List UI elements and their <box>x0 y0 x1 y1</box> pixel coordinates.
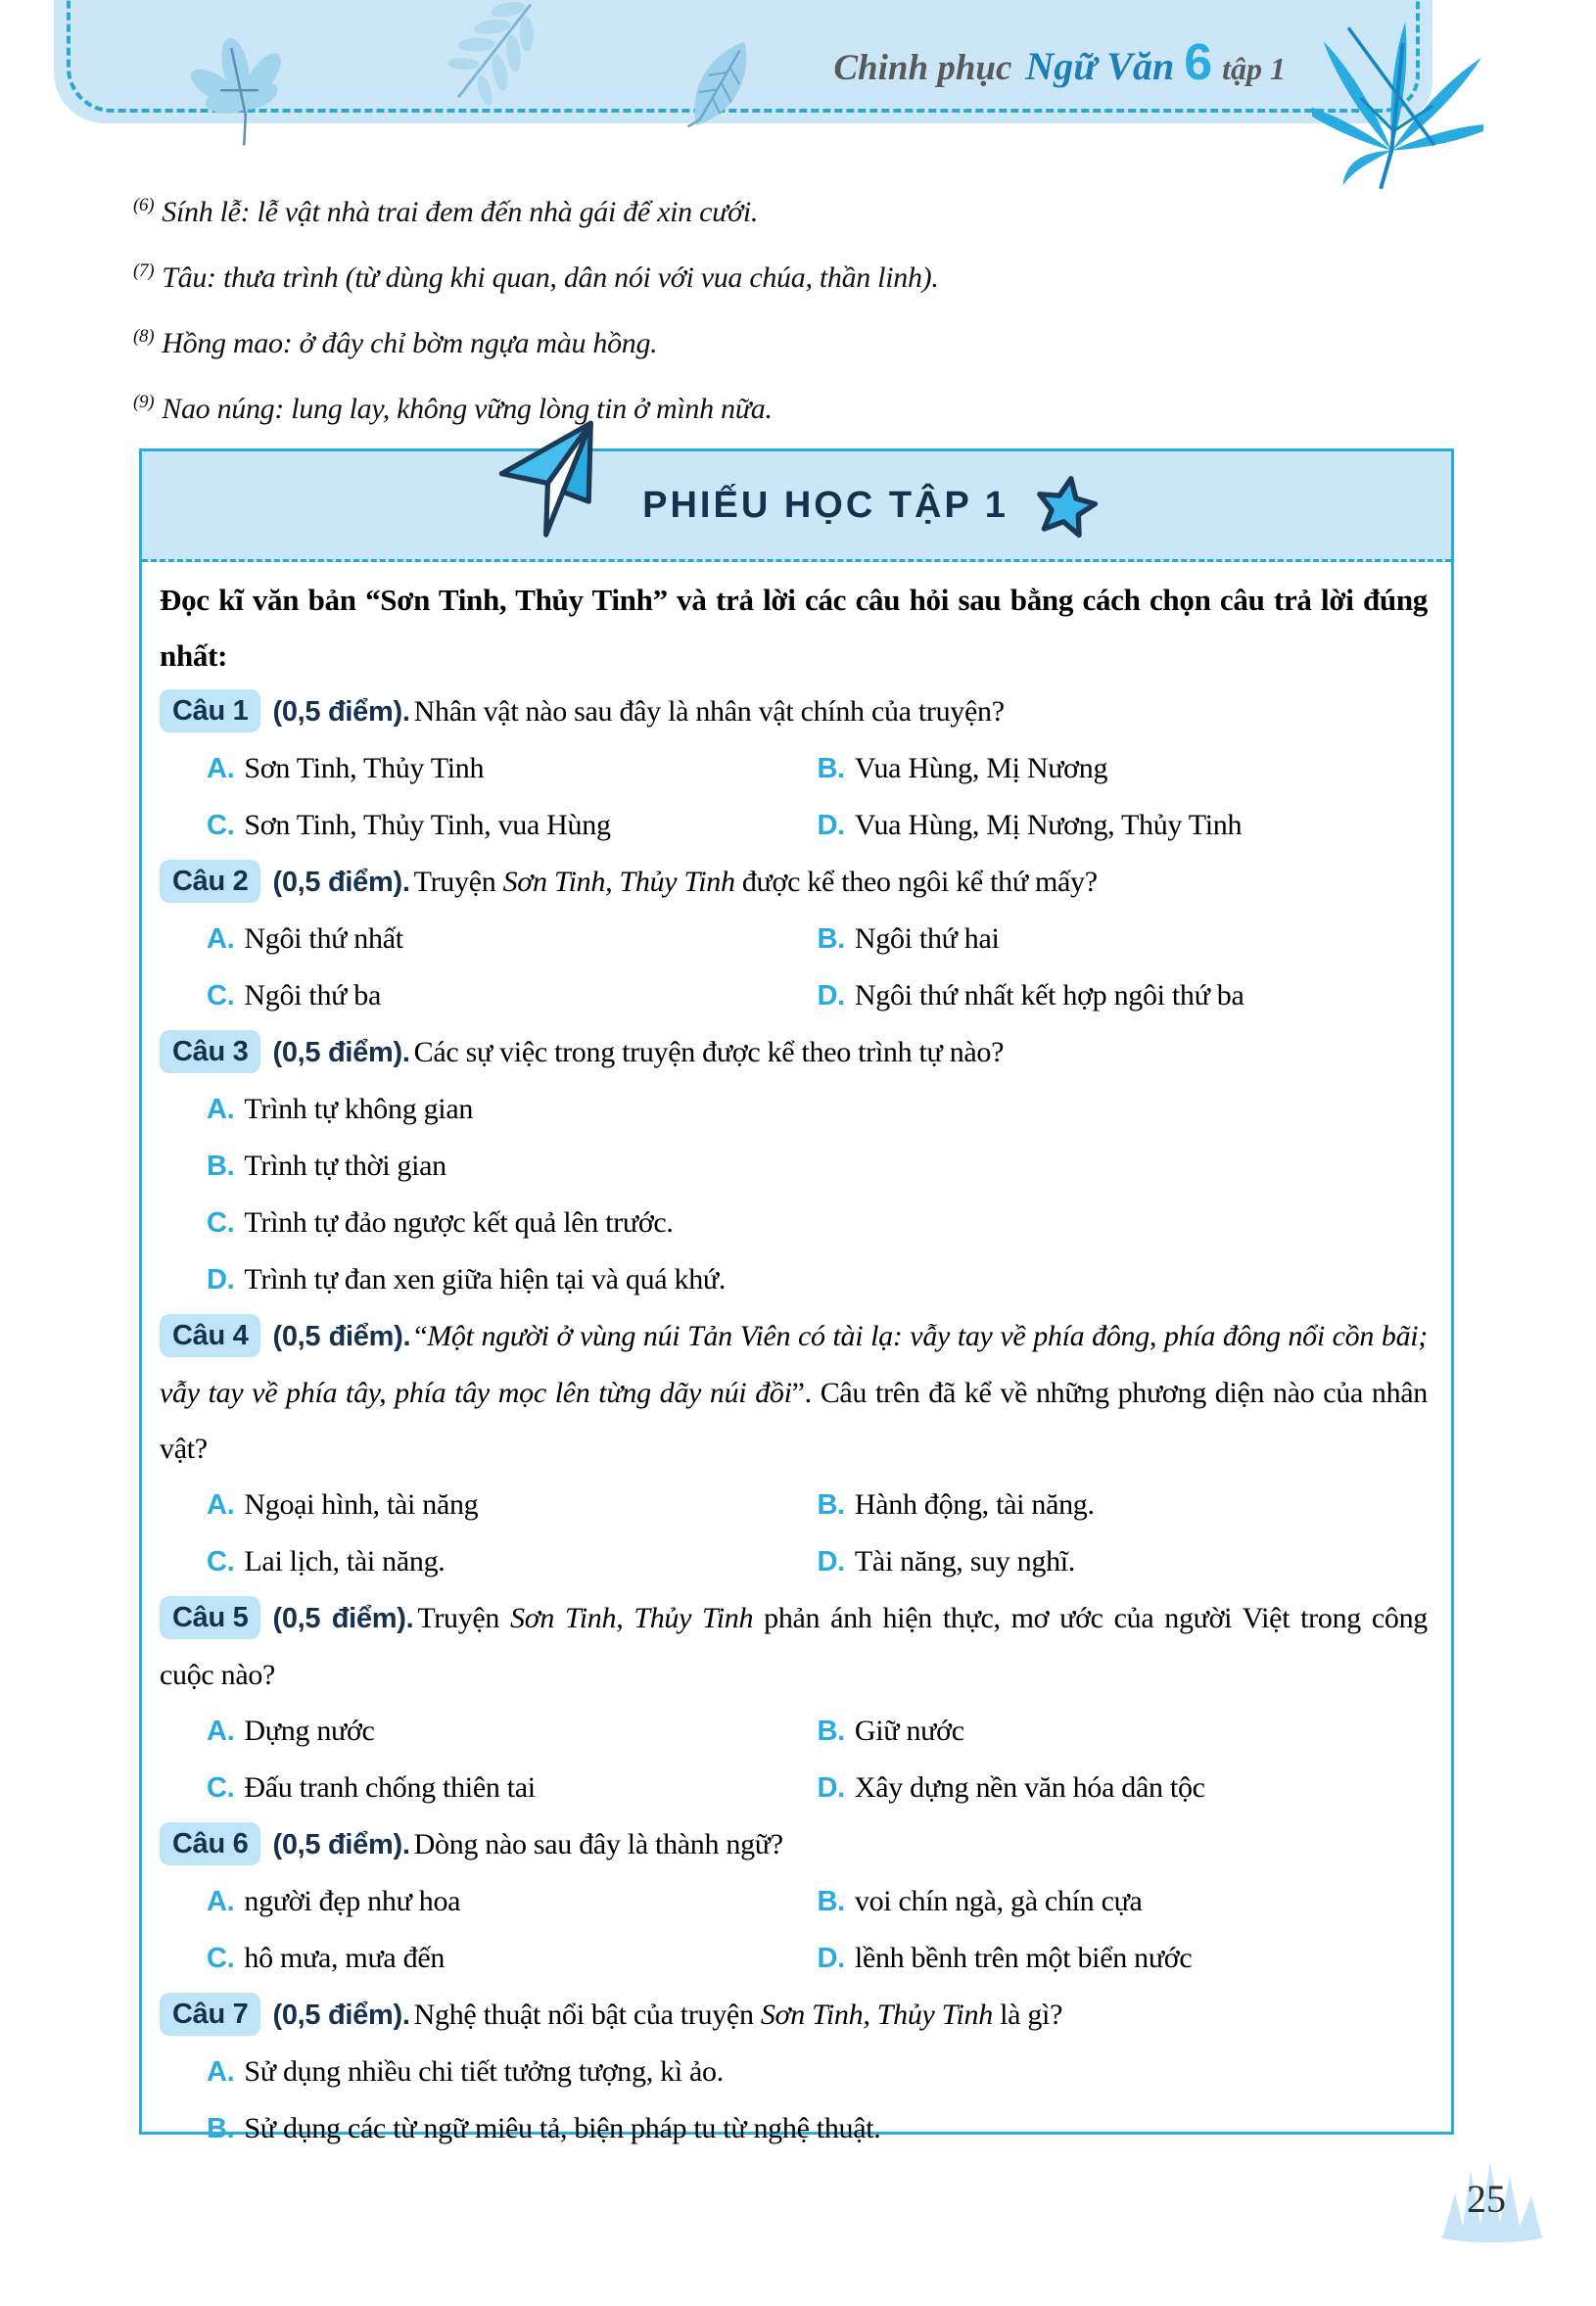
footnotes <box>133 176 1465 439</box>
option-letter: B. <box>817 753 845 784</box>
option-letter: C. <box>207 1546 235 1577</box>
question-7-head <box>160 1987 1428 2044</box>
question-4-points: (0,5 điểm). <box>272 1321 411 1352</box>
option-b <box>207 2100 1428 2157</box>
footnote-marker: (6) <box>133 195 155 215</box>
question-2-options <box>160 911 1428 1024</box>
question-5-points: (0,5 điểm). <box>272 1603 414 1634</box>
question-6-text: Dòng nào sau đây là thành ngữ? <box>413 1828 783 1860</box>
book-title-part4: tập 1 <box>1222 51 1286 86</box>
option-c <box>207 1195 1428 1251</box>
page-number-area <box>1432 2154 1559 2252</box>
option-text: Ngôi thứ ba <box>244 979 382 1012</box>
question-5-head <box>160 1590 1428 1703</box>
option-letter: C. <box>207 1943 235 1974</box>
option-letter: C. <box>207 810 235 841</box>
question-6-points: (0,5 điểm). <box>272 1829 410 1860</box>
footnote-7 <box>133 242 1465 307</box>
question-4 <box>160 1308 1428 1590</box>
question-5-options <box>160 1703 1428 1816</box>
footnote-text: Nao núng: lung lay, không vững lòng tin ở mình nữa. <box>162 393 773 425</box>
option-d <box>818 1533 1429 1590</box>
question-4-text-italic: Một người ở vùng núi Tản Viên có tài lạ: vẫy tay về phía đông, phía đông nổi cồn bãi; vẫy tay về phía tây, phía tây mọc lên từng dãy núi đồi <box>160 1320 1428 1409</box>
book-title-part2: Ngữ Văn <box>1025 44 1175 88</box>
option-b <box>207 1138 1428 1195</box>
option-text: Hành động, tài năng. <box>854 1488 1095 1521</box>
footnote-6 <box>133 176 1465 242</box>
teardrop-leaf-icon <box>676 31 764 139</box>
option-letter: D. <box>817 1772 845 1804</box>
option-text: Đấu tranh chống thiên tai <box>244 1771 536 1804</box>
option-text: Dựng nước <box>244 1715 375 1747</box>
question-4-options <box>160 1477 1428 1590</box>
question-4-head <box>160 1308 1428 1477</box>
question-2 <box>160 854 1428 1024</box>
option-text: Ngôi thứ nhất kết hợp ngôi thứ ba <box>854 979 1244 1012</box>
question-4-text-post: ”. Câu trên đã kể về những phương diện nào của nhân vật? <box>160 1377 1429 1465</box>
option-letter: D. <box>817 1943 845 1974</box>
option-letter: C. <box>207 980 235 1012</box>
option-d <box>818 967 1429 1024</box>
footnote-text: Tâu: thưa trình (từ dùng khi quan, dân nói với vua chúa, thần linh). <box>162 261 939 294</box>
question-4-text: “ <box>414 1320 428 1352</box>
option-b <box>818 911 1429 967</box>
question-1 <box>160 683 1428 854</box>
option-text: Sử dụng các từ ngữ miêu tả, biện pháp tu từ nghệ thuật. <box>244 2112 881 2144</box>
book-title-part1: Chinh phục <box>833 48 1012 88</box>
option-text: voi chín ngà, gà chín cựa <box>854 1885 1143 1917</box>
worksheet-title: PHIẾU HỌC TẬP 1 <box>642 484 1009 526</box>
option-a <box>207 1873 818 1930</box>
question-2-head <box>160 854 1428 911</box>
maple-leaf-icon <box>181 29 299 152</box>
option-text: Tài năng, suy nghĩ. <box>854 1545 1076 1577</box>
option-a <box>207 1477 818 1533</box>
worksheet-box <box>139 448 1454 2144</box>
big-maple-leaf-icon <box>1312 0 1483 200</box>
question-5-text: Truyện <box>417 1602 511 1634</box>
worksheet-header <box>142 451 1451 562</box>
question-1-label: Câu 1 <box>160 689 260 732</box>
option-letter: D. <box>817 1546 845 1577</box>
question-6 <box>160 1816 1428 1987</box>
option-text: Trình tự đan xen giữa hiện tại và quá khứ. <box>244 1263 727 1295</box>
option-letter: B. <box>207 2113 235 2144</box>
option-b <box>818 1703 1429 1760</box>
worksheet-body <box>142 562 1451 2157</box>
option-c <box>207 967 818 1024</box>
book-title-part3: 6 <box>1184 34 1213 91</box>
option-letter: D. <box>817 810 845 841</box>
question-3 <box>160 1024 1428 1308</box>
worksheet-intro: Đọc kĩ văn bản “Sơn Tinh, Thủy Tinh” và trả lời các câu hỏi sau bằng cách chọn câu trả lời đúng nhất: <box>160 583 1428 673</box>
question-2-text-post: được kể theo ngôi kể thứ mấy? <box>734 866 1098 898</box>
option-letter: C. <box>207 1772 235 1804</box>
question-1-points: (0,5 điểm). <box>272 696 410 728</box>
question-2-text: Truyện <box>413 866 503 898</box>
option-letter: B. <box>817 923 845 955</box>
question-3-text: Các sự việc trong truyện được kể theo trình tự nào? <box>413 1036 1005 1068</box>
option-a <box>207 740 818 797</box>
question-2-label: Câu 2 <box>160 860 260 903</box>
question-5-label: Câu 5 <box>160 1596 260 1639</box>
question-7-text: Nghệ thuật nổi bật của truyện <box>413 1999 761 2031</box>
option-letter: D. <box>817 980 845 1012</box>
option-letter: A. <box>207 1716 235 1747</box>
question-6-head <box>160 1816 1428 1873</box>
question-7-text-post: là gì? <box>992 1999 1063 2031</box>
option-text: Sử dụng nhiều chi tiết tưởng tượng, kì ảo. <box>244 2055 724 2088</box>
option-letter: A. <box>207 1489 235 1521</box>
option-a <box>207 1703 818 1760</box>
option-a <box>207 2044 1428 2100</box>
question-6-options <box>160 1873 1428 1987</box>
page-number: 25 <box>1467 2177 1506 2221</box>
option-text: người đẹp như hoa <box>244 1885 461 1917</box>
option-letter: A. <box>207 753 235 784</box>
option-b <box>818 740 1429 797</box>
option-d <box>818 797 1429 854</box>
option-letter: A. <box>207 1094 235 1125</box>
option-letter: A. <box>207 923 235 955</box>
option-text: Trình tự đảo ngược kết quả lên trước. <box>244 1206 674 1239</box>
option-b <box>818 1477 1429 1533</box>
option-text: hô mưa, mưa đến <box>244 1942 446 1974</box>
fern-leaf-icon <box>421 0 568 119</box>
question-3-options <box>160 1081 1428 1308</box>
option-text: Ngôi thứ hai <box>854 922 1000 955</box>
footnote-8 <box>133 307 1465 373</box>
option-letter: B. <box>207 1151 235 1182</box>
option-text: lềnh bềnh trên một biển nước <box>854 1942 1193 1974</box>
option-text: Trình tự thời gian <box>244 1150 446 1182</box>
option-a <box>207 911 818 967</box>
book-title <box>833 33 1286 92</box>
option-letter: A. <box>207 2056 235 2088</box>
question-5 <box>160 1590 1428 1816</box>
option-c <box>207 1760 818 1816</box>
option-letter: B. <box>817 1886 845 1917</box>
question-3-head <box>160 1024 1428 1081</box>
option-text: Ngôi thứ nhất <box>244 922 403 955</box>
question-3-points: (0,5 điểm). <box>272 1037 410 1068</box>
option-text: Vua Hùng, Mị Nương, Thủy Tinh <box>854 809 1243 841</box>
question-7-points: (0,5 điểm). <box>272 2000 410 2031</box>
question-7-options <box>160 2044 1428 2157</box>
option-c <box>207 797 818 854</box>
option-d <box>207 1251 1428 1308</box>
footnote-9 <box>133 373 1465 439</box>
footnote-marker: (8) <box>133 326 155 347</box>
option-letter: D. <box>207 1264 235 1295</box>
option-text: Sơn Tinh, Thủy Tinh, vua Hùng <box>244 809 611 841</box>
question-2-points: (0,5 điểm). <box>272 867 410 898</box>
option-text: Sơn Tinh, Thủy Tinh <box>244 752 485 784</box>
footnote-marker: (7) <box>133 260 155 281</box>
option-a <box>207 1081 1428 1138</box>
option-letter: B. <box>817 1489 845 1521</box>
option-text: Lai lịch, tài năng. <box>244 1545 446 1577</box>
question-4-label: Câu 4 <box>160 1314 260 1357</box>
footnote-text: Hồng mao: ở đây chỉ bờm ngựa màu hồng. <box>162 327 658 359</box>
option-d <box>818 1760 1429 1816</box>
question-3-label: Câu 3 <box>160 1030 260 1073</box>
option-d <box>818 1930 1429 1987</box>
option-letter: A. <box>207 1886 235 1917</box>
option-text: Trình tự không gian <box>244 1093 474 1125</box>
option-text: Giữ nước <box>854 1715 964 1747</box>
question-7 <box>160 1987 1428 2157</box>
question-7-text-italic: Sơn Tinh, Thủy Tinh <box>760 1999 993 2031</box>
question-5-text-post: phản ánh hiện thực, mơ ước của người Việt trong công cuộc nào? <box>160 1602 1428 1691</box>
option-text: Vua Hùng, Mị Nương <box>854 752 1108 784</box>
footnote-text: Sính lễ: lễ vật nhà trai đem đến nhà gái để xin cưới. <box>162 196 759 228</box>
option-letter: C. <box>207 1207 235 1239</box>
question-5-text-italic: Sơn Tinh, Thủy Tinh <box>510 1602 754 1634</box>
question-2-text-italic: Sơn Tinh, Thủy Tinh <box>502 866 735 898</box>
question-1-text: Nhân vật nào sau đây là nhân vật chính của truyện? <box>413 695 1005 728</box>
footnote-marker: (9) <box>133 392 155 412</box>
question-1-head <box>160 683 1428 740</box>
star-icon <box>1029 469 1103 541</box>
option-b <box>818 1873 1429 1930</box>
question-1-options <box>160 740 1428 854</box>
question-7-label: Câu 7 <box>160 1993 260 2036</box>
option-text: Xây dựng nền văn hóa dân tộc <box>854 1771 1205 1804</box>
paper-plane-icon <box>494 419 617 541</box>
option-c <box>207 1533 818 1590</box>
option-c <box>207 1930 818 1987</box>
question-6-label: Câu 6 <box>160 1822 260 1865</box>
option-text: Ngoại hình, tài năng <box>244 1488 479 1521</box>
option-letter: B. <box>817 1716 845 1747</box>
